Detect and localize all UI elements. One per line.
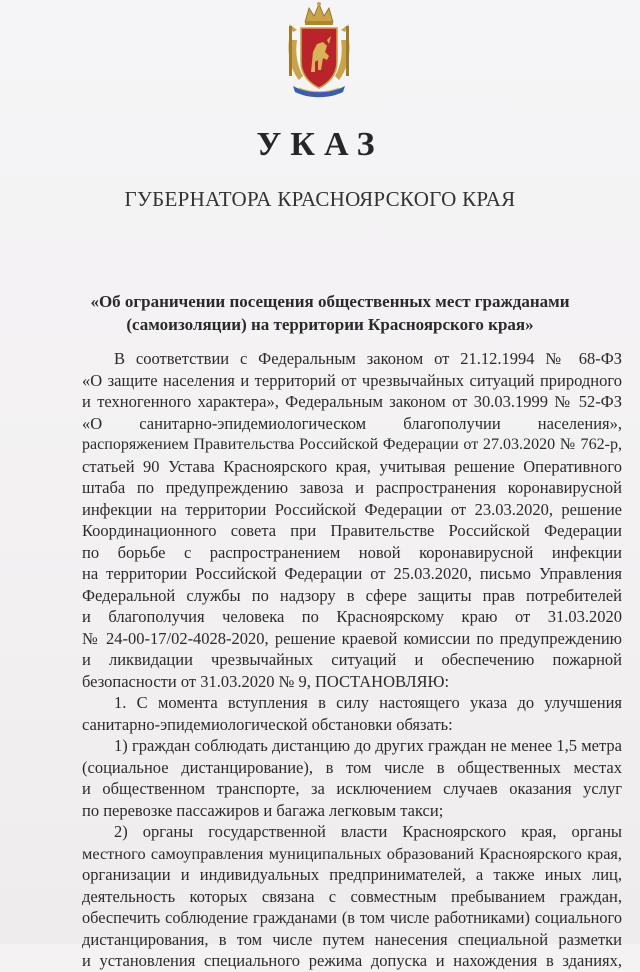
body-line: «О защите населения и территорий от чрезвычайных ситуаций природного bbox=[82, 370, 622, 390]
body-line: дистанцирования, в том числе путем нанесения специальной разметки bbox=[82, 929, 622, 949]
body-line: Координационного совета при Правительстве Российской Федерации bbox=[82, 521, 622, 540]
body-line: 2) органы государственной власти Красноярского края, органы bbox=[114, 822, 622, 841]
body-line: инфекции на территории Российской Федерации от 23.03.2020, решение bbox=[82, 499, 622, 519]
body-line: В соответствии с Федеральным законом от 21.12.1994 № 68-ФЗ bbox=[114, 349, 622, 368]
document-title: УКАЗ bbox=[256, 126, 384, 163]
krasnoyarsk-coat-of-arms-icon bbox=[283, 0, 355, 100]
body-line: на территории Российской Федерации от 25.03.2020, письмо Управления bbox=[82, 564, 622, 583]
body-line: деятельность которых связана с совместным пребыванием граждан, bbox=[82, 886, 622, 906]
heading-line: (самоизоляции) на территории Красноярского края» bbox=[126, 315, 534, 334]
document-subtitle: ГУБЕРНАТОРА КРАСНОЯРСКОГО КРАЯ bbox=[124, 187, 516, 211]
body-line: и техногенного характера», Федеральным законом от 30.03.1999 № 52-ФЗ bbox=[82, 392, 622, 411]
body-line: 1) граждан соблюдать дистанцию до других граждан не менее 1,5 метра bbox=[114, 736, 622, 755]
body-line: и благополучия человека по Красноярскому краю от 31.03.2020 bbox=[82, 607, 622, 626]
body-line: по борьбе с распространением новой коронавирусной инфекции bbox=[82, 542, 622, 562]
body-line: местного самоуправления муниципальных образований Красноярского края, bbox=[82, 843, 622, 863]
body-line: санитарно-эпидемиологической обстановки обязать: bbox=[82, 714, 453, 734]
body-line: и ликвидации чрезвычайных ситуаций и обеспечению пожарной bbox=[82, 650, 622, 669]
body-line: № 24-00-17/02-4028-2020, решение краевой комиссии по предупреждению bbox=[82, 628, 622, 648]
body-line: статьей 90 Устава Красноярского края, учитывая решение Оперативного bbox=[82, 456, 622, 476]
decree-body bbox=[82, 348, 622, 972]
body-line: по перевозке пассажиров и багажа легковым такси; bbox=[82, 800, 444, 820]
body-line: и общественном транспорте, за исключением случаев оказания услуг bbox=[82, 779, 622, 798]
body-line: «О санитарно-эпидемиологическом благополучии населения», bbox=[82, 413, 622, 433]
body-line: организации и индивидуальных предпринимателей, а также иных лиц, bbox=[82, 865, 622, 884]
decree-heading bbox=[60, 290, 600, 336]
body-line: распоряжением Правительства Российской Федерации от 27.03.2020 № 762-р, bbox=[82, 436, 622, 453]
body-line: штаба по предупреждению завоза и распространения коронавирусной bbox=[82, 478, 622, 497]
body-line: обеспечить соблюдение гражданами (в том числе работниками) социального bbox=[82, 908, 622, 927]
body-line: безопасности от 31.03.2020 № 9, ПОСТАНОВЛЯЮ: bbox=[82, 671, 450, 691]
body-line: 1. С момента вступления в силу настоящего указа до улучшения bbox=[114, 693, 622, 712]
body-line: Федеральной службы по надзору в сфере защиты прав потребителей bbox=[82, 585, 622, 605]
body-line: и установления специального режима допуска и нахождения в зданиях, bbox=[82, 951, 622, 970]
heading-line: «Об ограничении посещения общественных мест гражданами bbox=[90, 292, 570, 311]
body-line: (социальное дистанцирование), в том числе в общественных местах bbox=[82, 757, 622, 777]
